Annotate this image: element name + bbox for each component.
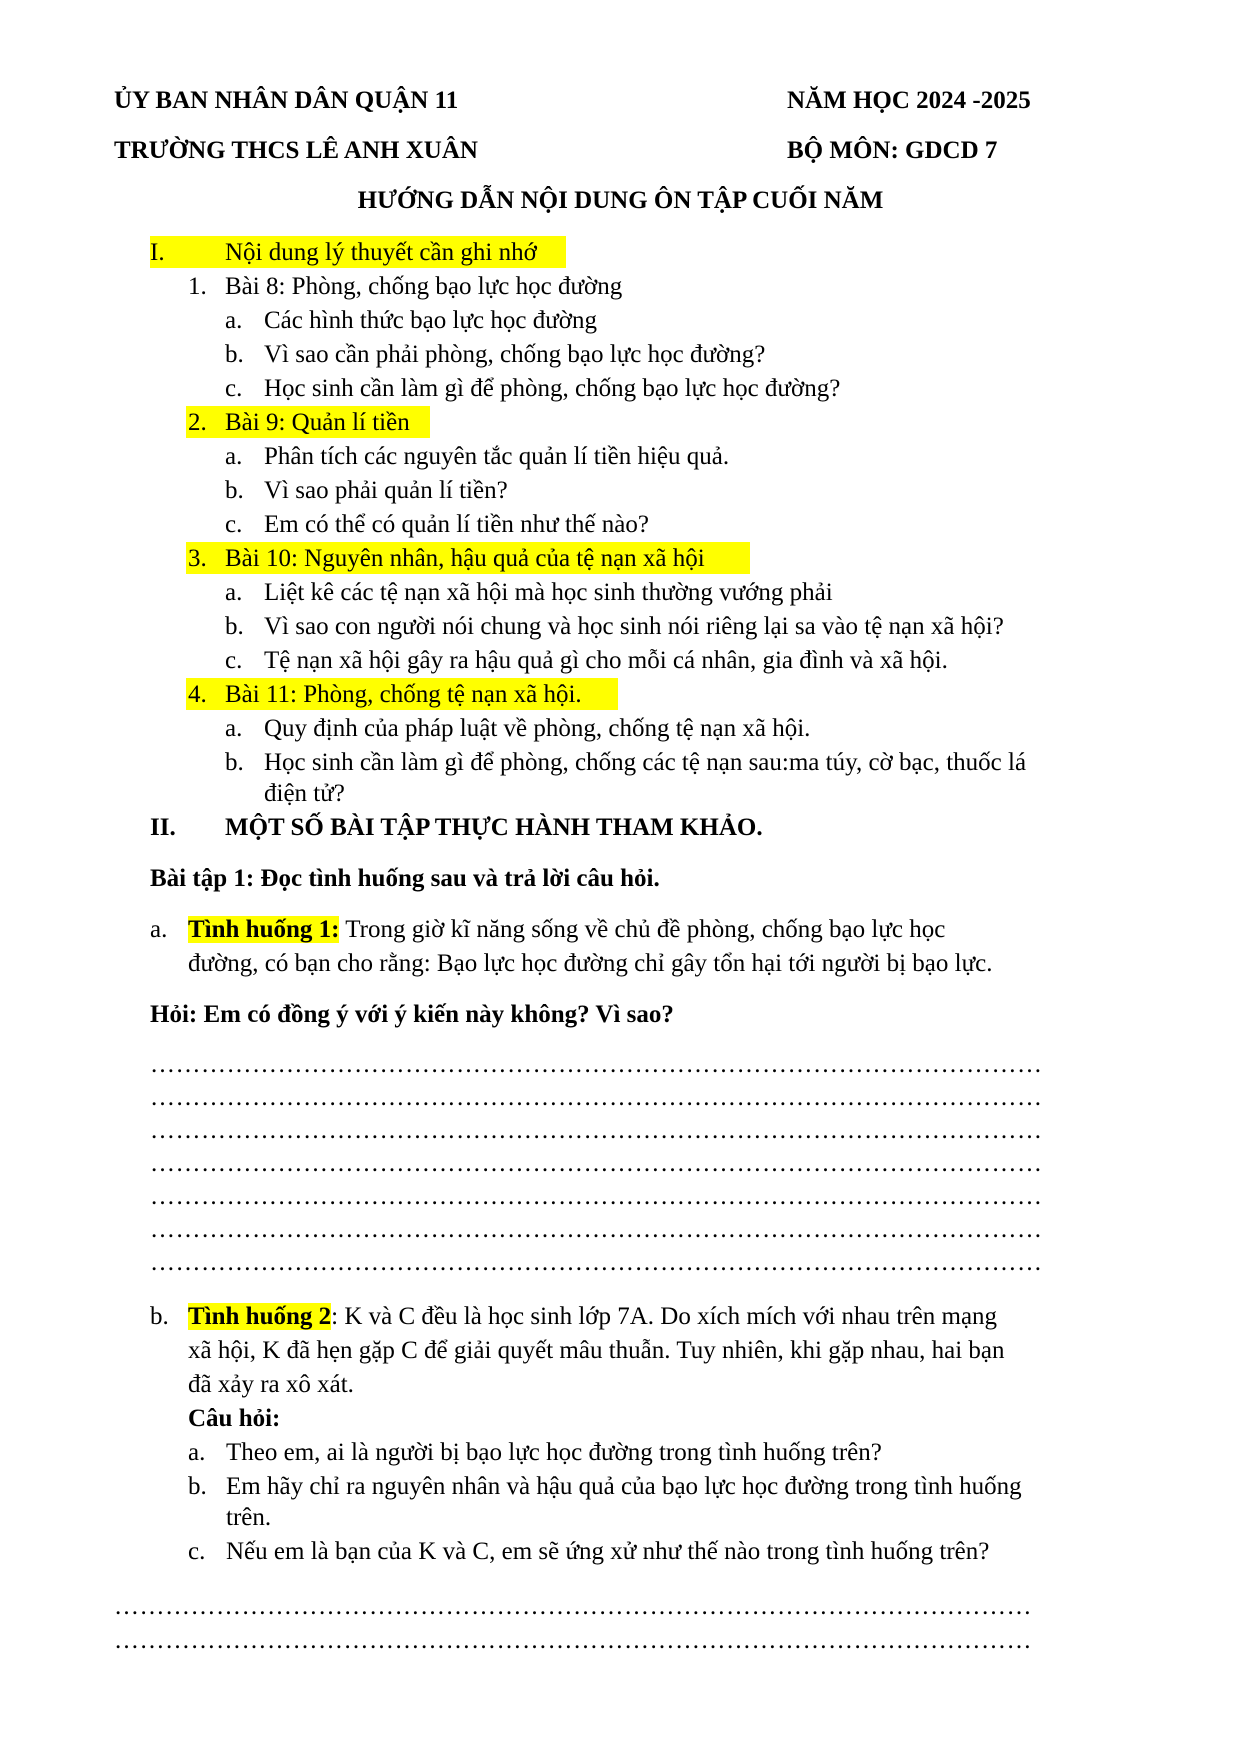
situation-1-label: Tình huống 1:: [188, 916, 340, 943]
lesson-2-item-a-letter: a.: [225, 443, 243, 470]
lesson-4-num: 4.: [188, 681, 207, 708]
lesson-2-item-c: Em có thể có quản lí tiền như thế nào?: [264, 511, 649, 538]
situation-1-line2: đường, có bạn cho rằng: Bạo lực học đường chỉ gây tổn hại tới người bị bạo lực.: [188, 950, 993, 977]
question-1: Hỏi: Em có đồng ý với ý kiến này không? Vì sao?: [150, 1001, 674, 1028]
lesson-3-item-a-letter: a.: [225, 579, 243, 606]
lesson-1-item-b-letter: b.: [225, 341, 244, 368]
lesson-4-item-a-letter: a.: [225, 715, 243, 742]
lesson-3-item-b: Vì sao con người nói chung và học sinh nói riêng lại sa vào tệ nạn xã hội?: [264, 613, 1004, 640]
section2-num: II.: [150, 814, 176, 841]
lesson-2-item-c-letter: c.: [225, 511, 243, 538]
answer-line: ……………………………………………………………………………………………: [150, 1084, 1043, 1111]
lesson-1-item-c: Học sinh cần làm gì để phòng, chống bạo lực học đường?: [264, 375, 841, 402]
situation-2-line2: xã hội, K đã hẹn gặp C để giải quyết mâu thuẫn. Tuy nhiên, khi gặp nhau, hai bạn: [188, 1337, 1005, 1364]
section1-num: I.: [150, 239, 165, 266]
situation-2-line1: : K và C đều là học sinh lớp 7A. Do xích mích với nhau trên mạng: [331, 1303, 998, 1330]
section2-title: MỘT SỐ BÀI TẬP THỰC HÀNH THAM KHẢO.: [225, 814, 763, 841]
question-c: Nếu em là bạn của K và C, em sẽ ứng xử như thế nào trong tình huống trên?: [226, 1538, 990, 1565]
answer-line: ………………………………………………………………………………………………: [114, 1627, 1032, 1654]
lesson-2-item-b-letter: b.: [225, 477, 244, 504]
lesson-2-title: Bài 9: Quản lí tiền: [225, 409, 410, 436]
situation-1-line1: Trong giờ kĩ năng sống về chủ đề phòng, chống bạo lực học: [339, 916, 946, 943]
lesson-3-title: Bài 10: Nguyên nhân, hậu quả của tệ nạn xã hội: [225, 545, 705, 572]
lesson-3-item-c-letter: c.: [225, 647, 243, 674]
lesson-1-item-a-letter: a.: [225, 307, 243, 334]
situation-2-line3: đã xảy ra xô xát.: [188, 1371, 354, 1398]
header-left-line1: ỦY BAN NHÂN DÂN QUẬN 11: [114, 87, 459, 114]
question-a-letter: a.: [188, 1439, 206, 1466]
answer-line: ……………………………………………………………………………………………: [150, 1051, 1043, 1078]
situation-2-label: Tình huống 2: [188, 1303, 332, 1330]
lesson-2-num: 2.: [188, 409, 207, 436]
question-b: Em hãy chỉ ra nguyên nhân và hậu quả của bạo lực học đường trong tình huống: [226, 1473, 1022, 1500]
page-title: HƯỚNG DẪN NỘI DUNG ÔN TẬP CUỐI NĂM: [357, 187, 884, 214]
lesson-1-item-a: Các hình thức bạo lực học đường: [264, 307, 597, 334]
lesson-2-item-a: Phân tích các nguyên tắc quản lí tiền hiệu quả.: [264, 443, 730, 470]
answer-line: ……………………………………………………………………………………………: [150, 1249, 1043, 1276]
lesson-1-item-b: Vì sao cần phải phòng, chống bạo lực học đường?: [264, 341, 766, 368]
header-right-line2: BỘ MÔN: GDCD 7: [787, 137, 998, 164]
lesson-1-title: Bài 8: Phòng, chống bạo lực học đường: [225, 273, 623, 300]
header-left-line2: TRƯỜNG THCS LÊ ANH XUÂN: [114, 137, 478, 164]
answer-line: ……………………………………………………………………………………………: [150, 1216, 1043, 1243]
lesson-3-item-c: Tệ nạn xã hội gây ra hậu quả gì cho mỗi cá nhân, gia đình và xã hội.: [264, 647, 948, 674]
lesson-4-item-b: Học sinh cần làm gì để phòng, chống các tệ nạn sau:ma túy, cờ bạc, thuốc lá: [264, 749, 1027, 776]
question-c-letter: c.: [188, 1538, 206, 1565]
lesson-4-item-a: Quy định của pháp luật về phòng, chống tệ nạn xã hội.: [264, 715, 811, 742]
lesson-4-title: Bài 11: Phòng, chống tệ nạn xã hội.: [225, 681, 582, 708]
lesson-1-num: 1.: [188, 273, 207, 300]
lesson-4-item-b-letter: b.: [225, 749, 244, 776]
lesson-3-item-b-letter: b.: [225, 613, 244, 640]
questions-label: Câu hỏi:: [188, 1405, 281, 1432]
lesson-3-num: 3.: [188, 545, 207, 572]
lesson-4-item-b-cont: điện tử?: [264, 780, 345, 807]
lesson-3-item-a: Liệt kê các tệ nạn xã hội mà học sinh thường vướng phải: [264, 579, 833, 606]
question-b-letter: b.: [188, 1473, 207, 1500]
header-right-line1: NĂM HỌC 2024 -2025: [787, 87, 1031, 114]
answer-line: ……………………………………………………………………………………………: [150, 1183, 1043, 1210]
answer-line: ……………………………………………………………………………………………: [150, 1117, 1043, 1144]
exercise-title: Bài tập 1: Đọc tình huống sau và trả lời câu hỏi.: [150, 865, 660, 892]
question-b-cont: trên.: [226, 1504, 272, 1531]
section1-title: Nội dung lý thuyết cần ghi nhớ: [225, 239, 537, 266]
lesson-1-item-c-letter: c.: [225, 375, 243, 402]
answer-line: ………………………………………………………………………………………………: [114, 1593, 1032, 1620]
question-a: Theo em, ai là người bị bạo lực học đường trong tình huống trên?: [226, 1439, 882, 1466]
situation-1-letter: a.: [150, 916, 168, 943]
lesson-2-item-b: Vì sao phải quản lí tiền?: [264, 477, 508, 504]
answer-line: ……………………………………………………………………………………………: [150, 1150, 1043, 1177]
situation-2-letter: b.: [150, 1303, 169, 1330]
